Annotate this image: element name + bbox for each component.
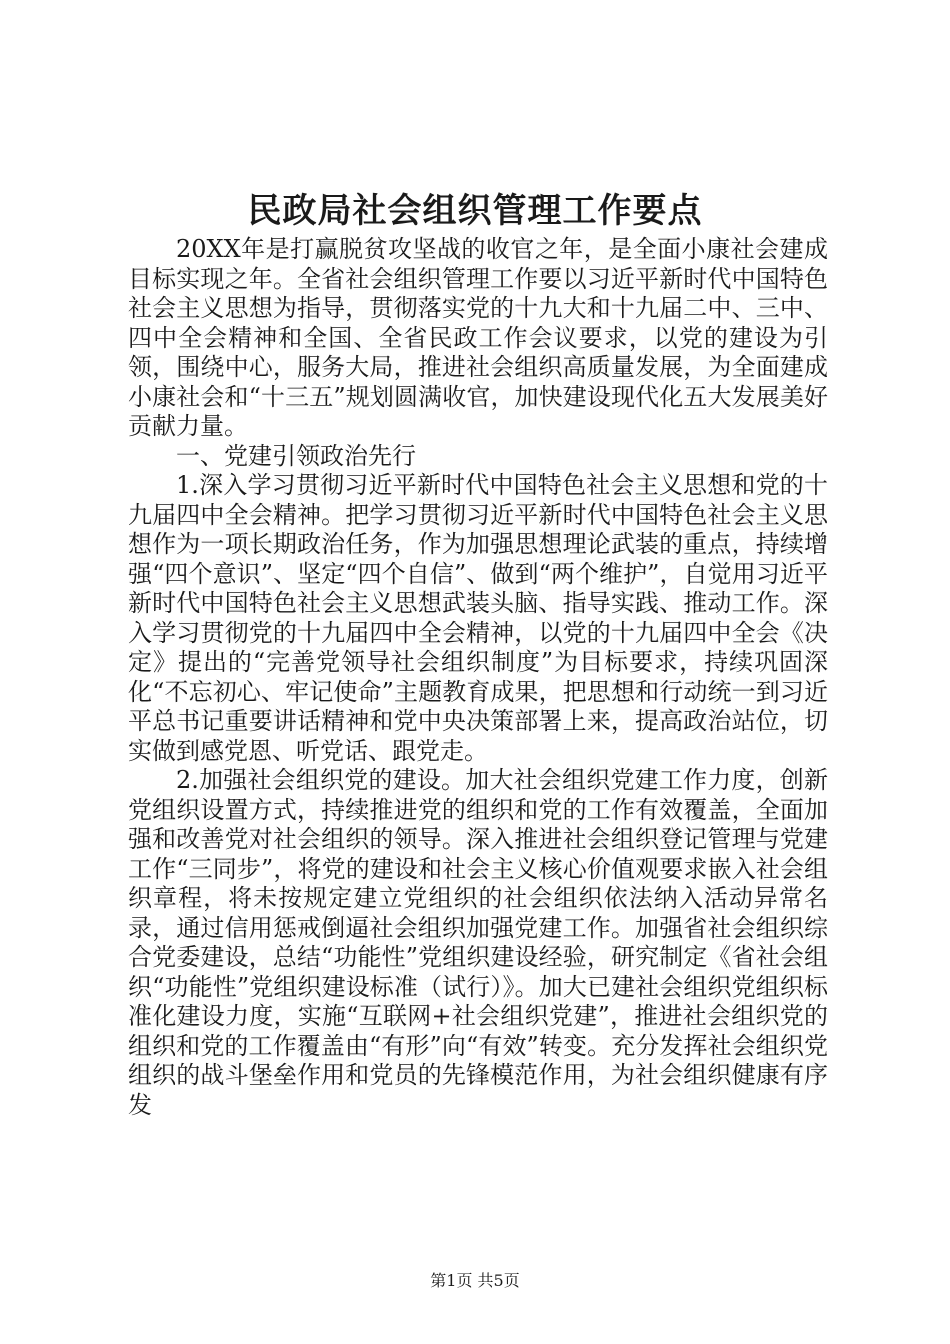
item-paragraph-2: 2.加强社会组织党的建设。加大社会组织党建工作力度，创新党组织设置方式，持续推进党的组织和党的工作有效覆盖，全面加强和改善党对社会组织的领导。深入推进社会组织登记管理与党建工作“三同步”，将党的建设和社会主义核心价值观要求嵌入社会组织章程，将未按规定建立党组织的社会组织依法纳入活动异常名录，通过信用惩戒倒逼社会组织加强党建工作。加强省社会组织综合党委建设，总结“功能性”党组织建设经验，研究制定《省社会组织“功能性”党组织建设标准（试行）》。加大已建社会组织党组织标准化建设力度，实施“互联网+社会组织党建”，推进社会组织党的组织和党的工作覆盖由“有形”向“有效”转变。充分发挥社会组织党组织的战斗堡垒作用和党员的先锋模范作用，为社会组织健康有序发 <box>128 766 828 1119</box>
page-number-footer: 第1页 共5页 <box>430 1271 520 1290</box>
document-title: 民政局社会组织管理工作要点 <box>247 191 703 231</box>
document-body <box>128 235 828 1120</box>
intro-paragraph: 20XX年是打赢脱贫攻坚战的收官之年，是全面小康社会建成目标实现之年。全省社会组织管理工作要以习近平新时代中国特色社会主义思想为指导，贯彻落实党的十九大和十九届二中、三中、四中全会精神和全国、全省民政工作会议要求，以党的建设为引领，围绕中心，服务大局，推进社会组织高质量发展，为全面建成小康社会和“十三五”规划圆满收官，加快建设现代化五大发展美好贡献力量。 <box>128 235 828 440</box>
section-heading-1: 一、党建引领政治先行 <box>176 441 416 470</box>
item-paragraph-1: 1.深入学习贯彻习近平新时代中国特色社会主义思想和党的十九届四中全会精神。把学习贯彻习近平新时代中国特色社会主义思想作为一项长期政治任务，作为加强思想理论武装的重点，持续增强“四个意识”、坚定“四个自信”、做到“两个维护”，自觉用习近平新时代中国特色社会主义思想武装头脑、指导实践、推动工作。深入学习贯彻党的十九届四中全会精神，以党的十九届四中全会《决定》提出的“完善党领导社会组织制度”为目标要求，持续巩固深化“不忘初心、牢记使命”主题教育成果，把思想和行动统一到习近平总书记重要讲话精神和党中央决策部署上来，提高政治站位，切实做到感党恩、听党话、跟党走。 <box>128 471 828 765</box>
